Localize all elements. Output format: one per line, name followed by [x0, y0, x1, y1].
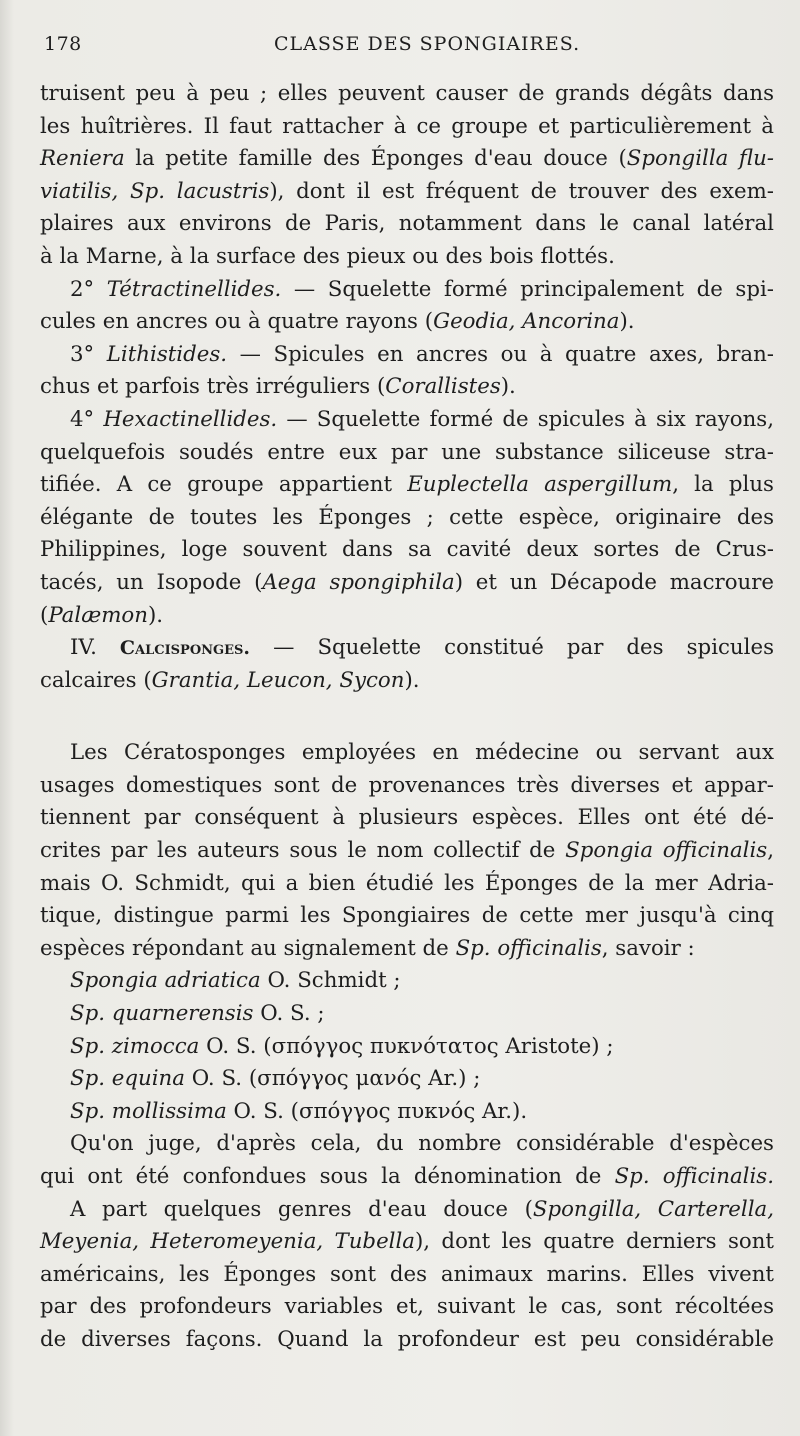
- text-line: [40, 534, 774, 567]
- text-line: [40, 1324, 774, 1357]
- text-run: crites par les auteurs sous le nom collectif de: [40, 838, 566, 864]
- text-run: 3°: [70, 341, 107, 367]
- text-run: 4°: [70, 406, 104, 432]
- text-line: [40, 998, 774, 1031]
- text-line: [40, 1063, 774, 1096]
- text-line: [40, 339, 774, 372]
- text-run: ).: [147, 602, 164, 628]
- italic-run: viatilis, Sp. lacustris: [40, 178, 270, 204]
- text-line: [40, 1161, 774, 1194]
- text-run: O. S. (σπόγγος πυκνότατος Aristote) ;: [199, 1033, 614, 1059]
- text-run: élégante de toutes les Éponges ; cette espèce, originaire des: [40, 504, 774, 530]
- text-line: [40, 868, 774, 901]
- text-run: tifiée. A ce groupe appartient: [40, 472, 408, 498]
- page-header: [44, 33, 760, 67]
- text-line: [40, 78, 774, 111]
- text-run: ).: [500, 374, 516, 400]
- italic-run: Euplectella aspergillum: [407, 472, 673, 498]
- text-line: [40, 274, 774, 307]
- text-line: [40, 143, 774, 176]
- text-run: quelquefois soudés entre eux par une substance siliceuse stra-: [40, 439, 774, 465]
- text-line: [40, 632, 774, 665]
- text-line: [40, 1128, 774, 1161]
- italic-run: Spongia adriatica: [70, 968, 261, 994]
- italic-run: Sp. mollissima: [70, 1098, 227, 1124]
- italic-run: Sp. zimocca: [70, 1033, 200, 1059]
- text-run: — Spicules en ancres ou à quatre axes, bran-: [227, 341, 774, 367]
- text-line: [40, 111, 774, 144]
- text-run: ).: [404, 667, 420, 693]
- paragraph-gap: [40, 697, 774, 737]
- text-line: [40, 241, 774, 274]
- page-number: 178: [44, 33, 82, 55]
- italic-run: Reniera: [40, 146, 125, 172]
- text-run: mais O. Schmidt, qui a bien étudié les Éponges de la mer Adria-: [40, 870, 774, 896]
- text-line: [40, 208, 774, 241]
- italic-run: Lithistides.: [106, 341, 228, 367]
- italic-run: Corallistes: [385, 374, 501, 400]
- text-line: [40, 567, 774, 600]
- text-run: ), dont il est fréquent de trouver des exem-: [269, 178, 774, 204]
- text-line: [40, 802, 774, 835]
- text-run: américains, les Éponges sont des animaux marins. Elles vivent: [40, 1261, 774, 1287]
- italic-run: Sp. officinalis.: [614, 1164, 774, 1189]
- text-run: de diverses façons. Quand la profondeur est peu considérable: [40, 1326, 774, 1352]
- small-caps-heading: Calcisponges.: [119, 637, 251, 660]
- text-line: [40, 306, 774, 339]
- text-line: [40, 933, 774, 966]
- text-line: [40, 371, 774, 404]
- text-line: [40, 1226, 774, 1259]
- text-line: [40, 835, 774, 868]
- text-line: [40, 176, 774, 209]
- text-run: Les Cératosponges employées en médecine ou servant aux: [70, 740, 774, 766]
- text-run: IV.: [70, 635, 120, 661]
- text-run: O. S. (σπόγγος μανός Ar.) ;: [184, 1066, 481, 1092]
- text-line: [40, 437, 774, 470]
- italic-run: Spongilla, Carterella,: [532, 1196, 774, 1222]
- text-line: [40, 1259, 774, 1292]
- text-run: tiennent par conséquent à plusieurs espèces. Elles ont été dé-: [40, 805, 774, 831]
- italic-run: Sp. officinalis: [455, 935, 602, 961]
- italic-run: Meyenia, Heteromeyenia, Tubella: [40, 1229, 415, 1255]
- text-run: à la Marne, à la surface des pieux ou des bois flottés.: [40, 243, 615, 269]
- text-run: qui ont été confondues sous la dénomination de: [40, 1164, 615, 1189]
- text-run: ), dont les quatre derniers sont: [415, 1229, 774, 1255]
- text-line: [40, 737, 774, 770]
- text-run: cules en ancres ou à quatre rayons (: [40, 309, 434, 335]
- italic-run: Hexactinellides.: [103, 406, 278, 432]
- text-run: les huîtrières. Il faut rattacher à ce groupe et particulièrement à: [40, 113, 774, 139]
- italic-run: Tétractinellides.: [106, 276, 282, 302]
- text-run: — Squelette constitué par des spicules: [250, 635, 774, 661]
- text-run: — Squelette formé de spicules à six rayons,: [277, 406, 774, 432]
- text-line: [40, 1096, 774, 1129]
- text-run: Qu'on juge, d'après cela, du nombre considérable d'espèces: [70, 1131, 774, 1157]
- text-run: tacés, un Isopode (: [40, 569, 263, 595]
- body-text: [40, 78, 774, 1357]
- text-line: [40, 1194, 774, 1227]
- text-run: tique, distingue parmi les Spongiaires de cette mer jusqu'à cinq: [40, 903, 774, 929]
- italic-run: Aega spongiphila: [262, 569, 455, 595]
- running-head: CLASSE DES SPONGIAIRES.: [274, 33, 581, 55]
- text-line: [40, 965, 774, 998]
- text-run: Philippines, loge souvent dans sa cavité deux sortes de Crus-: [40, 537, 774, 563]
- text-run: ).: [619, 309, 635, 335]
- italic-run: Sp. equina: [70, 1066, 185, 1092]
- italic-run: Geodia, Ancorina: [433, 309, 620, 335]
- italic-run: Spongia officinalis: [565, 838, 768, 864]
- italic-run: Sp. quarnerensis: [70, 1001, 254, 1027]
- text-run: O. S. ;: [253, 1001, 325, 1027]
- text-run: — Squelette formé principalement de spi-: [281, 276, 774, 302]
- text-line: [40, 665, 774, 698]
- text-run: (: [40, 602, 49, 628]
- text-run: , savoir :: [601, 935, 695, 961]
- text-run: O. Schmidt ;: [260, 968, 401, 994]
- text-run: usages domestiques sont de provenances très diverses et appar-: [40, 772, 774, 798]
- italic-run: Palæmon: [48, 602, 148, 628]
- text-line: [40, 469, 774, 502]
- text-line: [40, 1031, 774, 1064]
- text-line: [40, 404, 774, 437]
- text-run: A part quelques genres d'eau douce (: [70, 1196, 533, 1222]
- text-run: truisent peu à peu ; elles peuvent causer de grands dégâts dans: [40, 81, 774, 106]
- text-run: , la plus: [672, 472, 774, 498]
- text-line: [40, 502, 774, 535]
- text-run: chus et parfois très irréguliers (: [40, 374, 386, 400]
- text-run: calcaires (: [40, 667, 152, 693]
- text-run: par des profondeurs variables et, suivant le cas, sont récoltées: [40, 1294, 774, 1320]
- text-run: 2°: [70, 276, 107, 302]
- text-run: espèces répondant au signalement de: [40, 935, 456, 961]
- text-line: [40, 900, 774, 933]
- text-line: [40, 770, 774, 803]
- text-line: [40, 600, 774, 633]
- italic-run: Grantia, Leucon, Sycon: [151, 667, 405, 693]
- text-run: ,: [767, 838, 774, 864]
- text-run: plaires aux environs de Paris, notamment dans le canal latéral: [40, 211, 774, 237]
- text-run: O. S. (σπόγγος πυκνός Ar.).: [226, 1098, 528, 1124]
- text-line: [40, 1291, 774, 1324]
- italic-run: Spongilla flu-: [626, 146, 774, 172]
- text-run: ) et un Décapode macroure: [454, 569, 775, 595]
- text-run: la petite famille des Éponges d'eau douce (: [124, 146, 627, 172]
